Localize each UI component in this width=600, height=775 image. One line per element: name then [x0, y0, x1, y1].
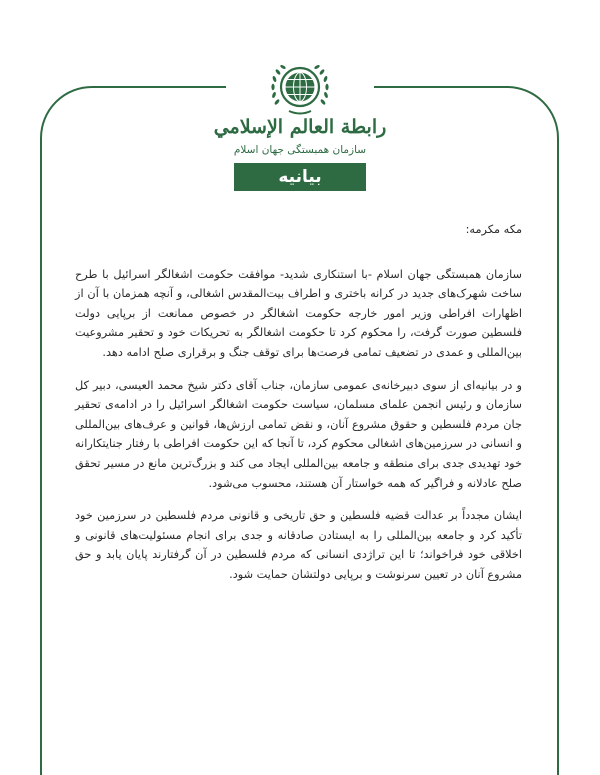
globe-with-laurel-emblem-icon [265, 58, 335, 118]
statement-body [75, 220, 522, 598]
paragraph-2: و در بیانیه‌ای از سوی دبیرخانه‌ی عمومی سازمان، جناب آقای دکتر شیخ محمد العیسی، دبیر کل سازمان و رئیس انجمن علمای مسلمان، سیاست حکومت اشغالگر اسرائیل را در ادامه‌ی تحقیر جان مردم فلسطین و حقوق مشروع آنان، و نقض تمامی ارزش‌ها، قوانین و عرف‌های بین‌المللی و انسانی در سرزمین‌های اشغالی محکوم کرد، تا آنجا که این حکومت افراطی با رفتار جنایتکارانه خود تهدیدی جدی برای منطقه و جامعه بین‌المللی ایجاد می کند و بزرگ‌ترین مانع در مسیر تحقق صلح عادلانه و فراگیر که همه خواستار آن هستند، محسوب می‌شود. [75, 378, 522, 490]
document-title: بیانیه [234, 163, 366, 191]
organization-name-persian: سازمان همبستگی جهان اسلام [233, 144, 367, 156]
salutation: مکه مکرمه: [465, 223, 522, 236]
organization-name-arabic: رابطة العالم الإسلامي [213, 116, 387, 138]
paragraph-3: ایشان مجدداً بر عدالت قضیه فلسطین و حق تاریخی و قانونی مردم فلسطین در سرزمین خود تأکید کرد و جامعه بین‌المللی را به ایستادن صادقانه و جدی برای انجام مسئولیت‌های قانونی و اخلاقی خود فراخواند؛ تا این تراژدی انسانی که مردم فلسطین در آن گرفتارند پایان یابد و حق مشروع آنان در تعیین سرنوشت و برپایی دولتشان حمایت شود. [75, 509, 522, 581]
paragraph-1: سازمان همبستگی جهان اسلام -با استنکاری شدید- موافقت حکومت اشغالگر اسرائیل با طرح ساخت شهرک‌های جدید در کرانه باختری و اطراف بیت‌المقدس اشغالی، و آنچه همزمان با آن از اظهارات افراطی وزیر امور خارجه حکومت اشغالگر در خصوص ممانعت از برپایی دولت فلسطین صورت گرفت، را محکوم کرد تا حکومت اشغالگر به تحریکات خود و تحقیر مشروعیت بین‌المللی و عمدی در تضعیف تمامی فرصت‌ها برای توقف جنگ و برقراری صلح ادامه دهد. [75, 267, 522, 359]
